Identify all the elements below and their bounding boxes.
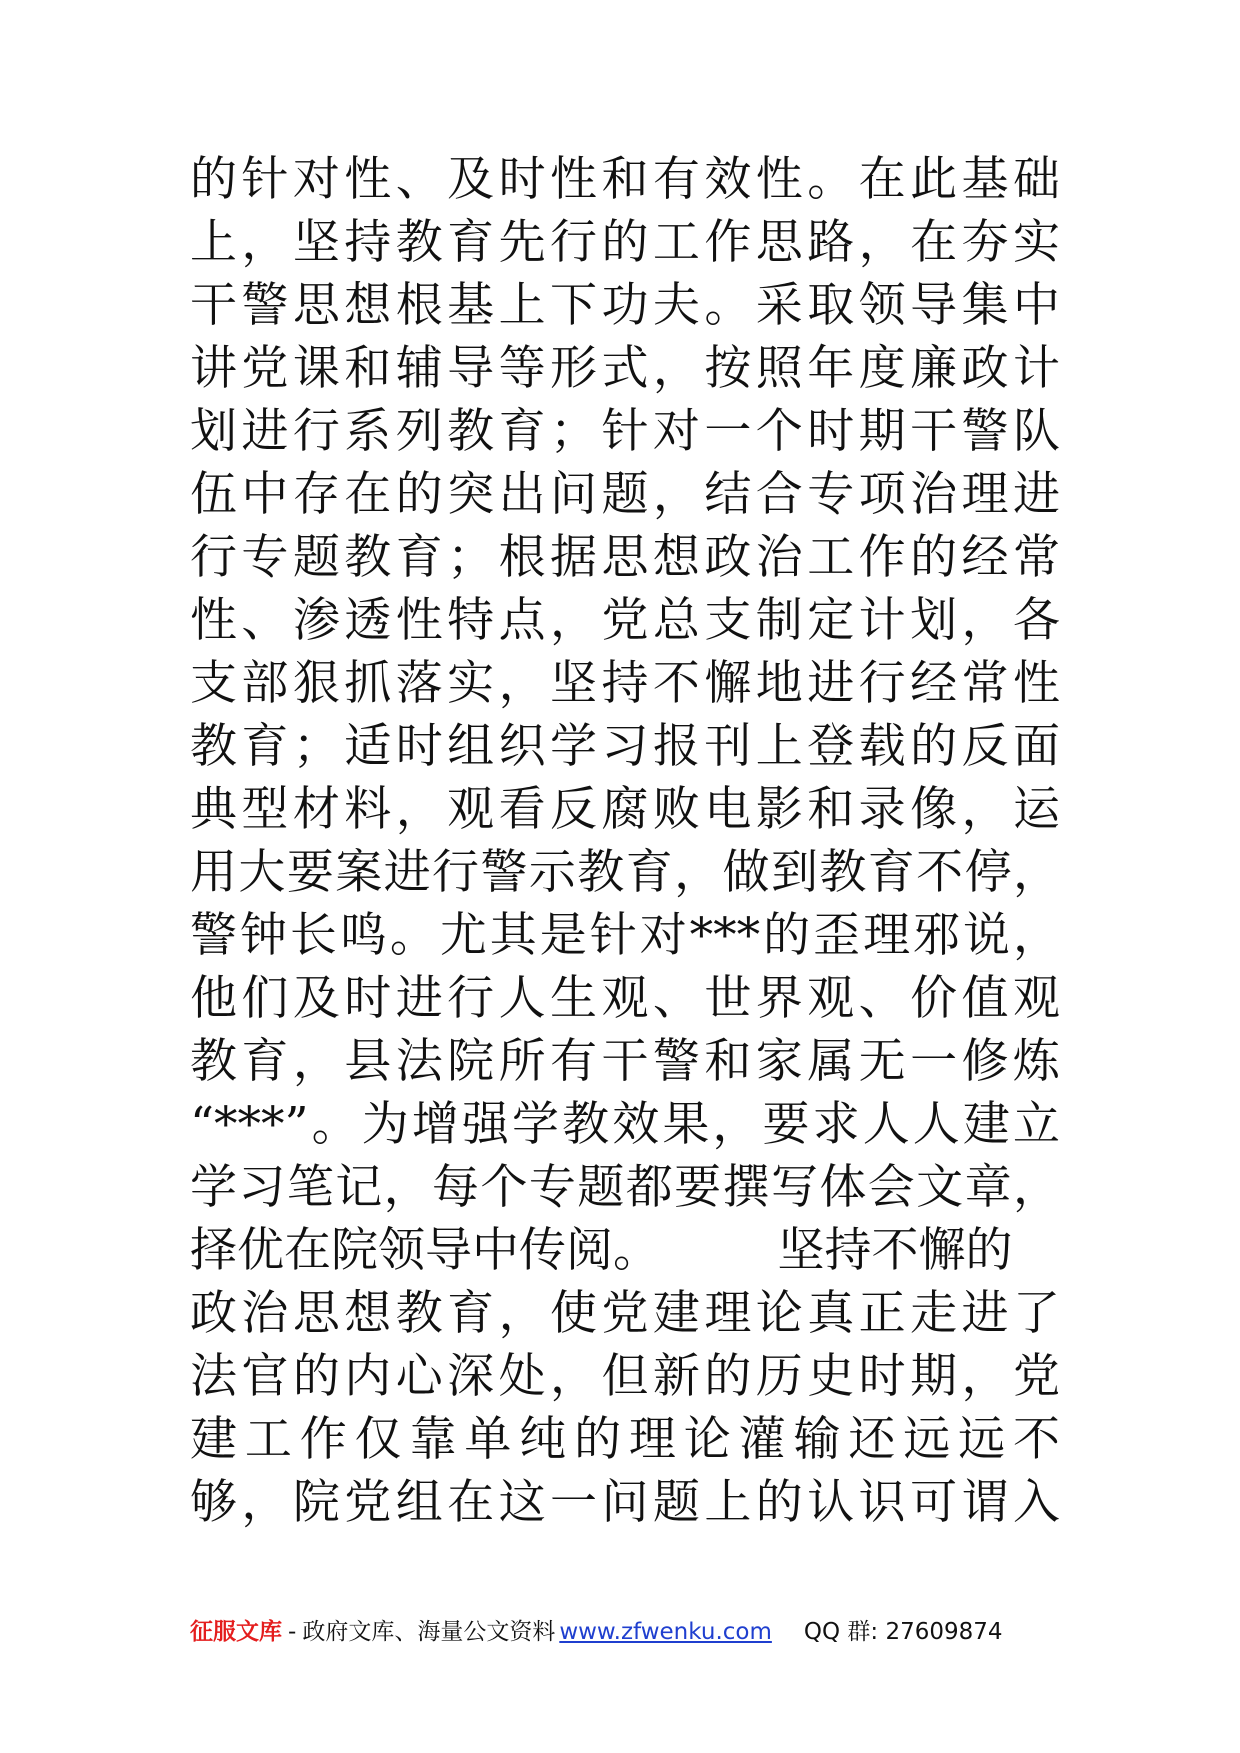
footer-brand: 征服文库 bbox=[190, 1619, 282, 1645]
footer-separator: - bbox=[288, 1619, 297, 1645]
text-line: 上，坚持教育先行的工作思路，在夯实 bbox=[190, 215, 1060, 270]
text-line: 划进行系列教育；针对一个时期干警队 bbox=[190, 404, 1060, 459]
text-line: 伍中存在的突出问题，结合专项治理进 bbox=[190, 467, 1060, 522]
text-line: 教育，县法院所有干警和家属无一修炼 bbox=[190, 1034, 1060, 1089]
text-line: 典型材料，观看反腐败电影和录像，运 bbox=[190, 782, 1060, 837]
text-line: 支部狠抓落实，坚持不懈地进行经常性 bbox=[190, 656, 1060, 711]
text-line: 够，院党组在这一问题上的认识可谓入 bbox=[190, 1475, 1060, 1530]
text-line: 的针对性、及时性和有效性。在此基础 bbox=[190, 152, 1060, 207]
text-line: 行专题教育；根据思想政治工作的经常 bbox=[190, 530, 1060, 585]
text-line: 警钟长鸣。尤其是针对***的歪理邪说， bbox=[190, 908, 1060, 963]
text-line: 学习笔记，每个专题都要撰写体会文章， bbox=[190, 1160, 1060, 1215]
text-line: 教育；适时组织学习报刊上登载的反面 bbox=[190, 719, 1060, 774]
text-line: 性、渗透性特点，党总支制定计划，各 bbox=[190, 593, 1060, 648]
text-line: 政治思想教育，使党建理论真正走进了 bbox=[190, 1286, 1060, 1341]
text-line: 择优在院领导中传阅。 坚持不懈的 bbox=[190, 1223, 1013, 1278]
text-line: 讲党课和辅导等形式，按照年度廉政计 bbox=[190, 341, 1060, 396]
footer-qq-group: QQ 群: 27609874 bbox=[803, 1619, 1003, 1645]
footer-website-link[interactable]: www.zfwenku.com bbox=[559, 1619, 772, 1645]
page-footer bbox=[190, 1612, 1060, 1652]
text-line: 建工作仅靠单纯的理论灌输还远远不 bbox=[190, 1412, 1060, 1467]
text-line: 用大要案进行警示教育，做到教育不停， bbox=[190, 845, 1060, 900]
footer-tagline: 政府文库、海量公文资料 bbox=[302, 1619, 556, 1645]
text-line: 法官的内心深处，但新的历史时期，党 bbox=[190, 1349, 1060, 1404]
text-line: 他们及时进行人生观、世界观、价值观 bbox=[190, 971, 1060, 1026]
body-text bbox=[190, 148, 1060, 1534]
text-line: “***”。为增强学教效果，要求人人建立 bbox=[190, 1097, 1060, 1152]
text-line: 干警思想根基上下功夫。采取领导集中 bbox=[190, 278, 1060, 333]
